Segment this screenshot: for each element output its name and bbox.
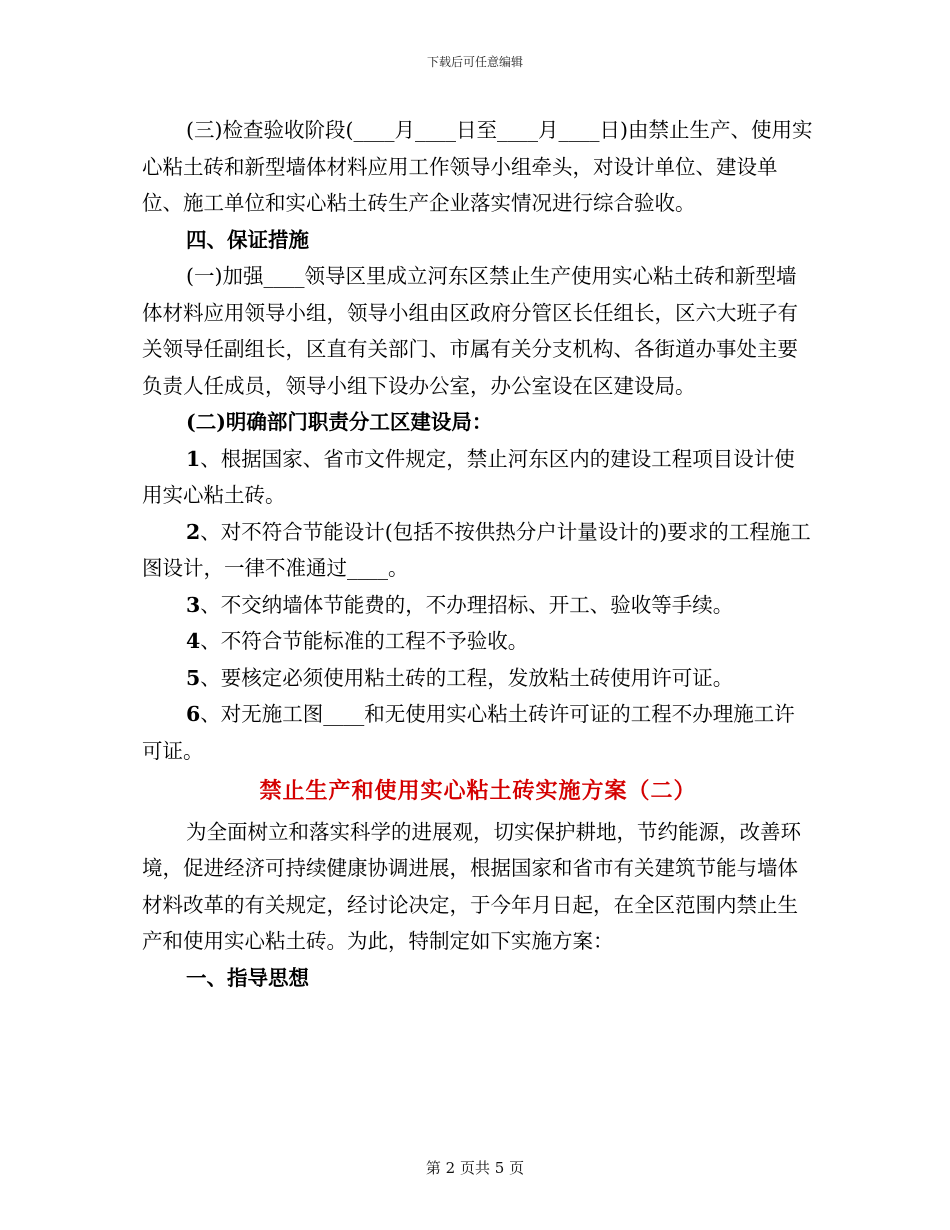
list-item-number: 6: [186, 702, 201, 726]
list-item-number: 2: [186, 519, 201, 544]
list-item: [142, 696, 814, 769]
heading-guarantee-measures: 四、保证措施: [186, 227, 309, 252]
list-item: [142, 623, 814, 660]
list-item-text: 、对不符合节能设计(包括不按供热分户计量设计的)要求的工程施工图设计，一律不准通过____。: [142, 519, 811, 580]
section-3-paragraph: (三)检查验收阶段(____月____日至____月____日)由禁止生产、使用实心粘土砖和新型墙体材料应用工作领导小组牵头，对设计单位、建设单位、施工单位和实心粘土砖生产企业落实情况进行综合验收。: [142, 118, 813, 215]
list-item-text: 、对无施工图____和无使用实心粘土砖许可证的工程不办理施工许可证。: [142, 702, 795, 763]
list-item-number: 1: [186, 446, 201, 471]
measure-2-heading: (二)明确部门职责分工区建设局：: [186, 410, 493, 434]
list-item: [142, 441, 814, 514]
page-footer: 第 2 页共 5 页: [425, 1159, 525, 1177]
list-item-text: 、不符合节能标准的工程不予验收。: [200, 629, 529, 653]
list-item: [142, 587, 814, 624]
measure-1-paragraph: (一)加强____领导区里成立河东区禁止生产使用实心粘土砖和新型墙体材料应用领导小组，领导小组由区政府分管区长任组长，区六大班子有关领导任副组长，区直有关部门、市属有关分支机构、各街道办事处主要负责人任成员，领导小组下设办公室，办公室设在区建设局。: [142, 264, 798, 398]
list-item-number: 5: [186, 665, 201, 690]
list-item-text: 、根据国家、省市文件规定，禁止河东区内的建设工程项目设计使用实心粘土砖。: [142, 446, 795, 507]
document-title-2: 禁止生产和使用实心粘土砖实施方案（二）: [259, 778, 697, 804]
list-item-text: 、要核定必须使用粘土砖的工程，发放粘土砖使用许可证。: [200, 665, 734, 690]
page-header: 下载后可任意编辑: [426, 55, 523, 69]
list-item: [142, 514, 814, 587]
list-item-number: 4: [186, 629, 201, 653]
heading-guiding-ideology: 一、指导思想: [186, 965, 309, 990]
list-item-text: 、不交纳墙体节能费的，不办理招标、开工、验收等手续。: [200, 592, 734, 617]
list-item-number: 3: [186, 592, 201, 617]
intro-paragraph: 为全面树立和落实科学的进展观，切实保护耕地，节约能源，改善环境，促进经济可持续健康协调进展，根据国家和省市有关建筑节能与墙体材料改革的有关规定，经讨论决定，于今年月日起，在全区范围内禁止生产和使用实心粘土砖。为此，特制定如下实施方案：: [142, 819, 801, 953]
list-item: [142, 660, 814, 697]
document-body: [142, 112, 814, 996]
